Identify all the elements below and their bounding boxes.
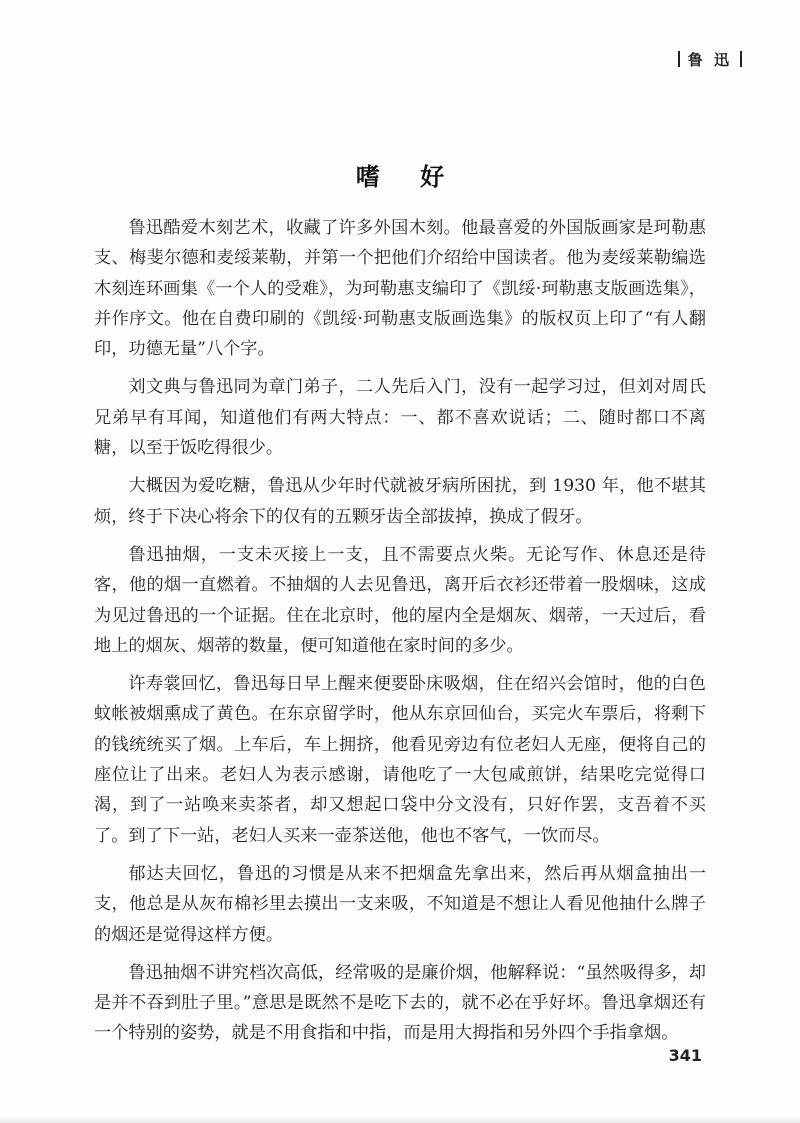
paragraph: 鲁迅抽烟不讲究档次高低，经常吸的是廉价烟，他解释说：“虽然吸得多，却是并不吞到肚子里。”意思是既然不是吃下去的，就不必在乎好坏。鲁迅拿烟还有一个特别的姿势，就是不用食指和中指，而是用大拇指和另外四个手指拿烟。 — [94, 962, 706, 1044]
chapter-title: 嗜 好 — [355, 163, 461, 191]
running-header — [670, 49, 750, 70]
header-divider-left — [678, 51, 680, 67]
page-number: 341 — [668, 1046, 702, 1065]
paragraph: 许寿裳回忆，鲁迅每日早上醒来便要卧床吸烟，住在绍兴会馆时，他的白色蚊帐被烟熏成了黄色。在东京留学时，他从东京回仙台，买完火车票后，将剩下的钱统统买了烟。上车后，车上拥挤，他看见旁边有位老妇人无座，便将自己的座位让了出来。老妇人为表示感谢，请他吃了一大包咸煎饼，结果吃完觉得口渴，到了一站唤来卖茶者，却又想起口袋中分文没有，只好作罢，支吾着不买了。到了下一站，老妇人买来一壶茶送他，他也不客气，一饮而尽。 — [94, 674, 706, 846]
article-body — [94, 213, 706, 1057]
paragraph: 郁达夫回忆，鲁迅的习惯是从来不把烟盒先拿出来，然后再从烟盒抽出一支，他总是从灰布棉衫里去摸出一支来吸，不知道是不想让人看见他抽什么牌子的烟还是觉得这样方便。 — [94, 863, 706, 945]
scan-edge — [0, 1115, 800, 1123]
paragraph: 鲁迅抽烟，一支未灭接上一支，且不需要点火柴。无论写作、休息还是待客，他的烟一直燃着。不抽烟的人去见鲁迅，离开后衣衫还带着一股烟味，这成为见过鲁迅的一个证据。住在北京时，他的屋内全是烟灰、烟蒂，一天过后，看地上的烟灰、烟蒂的数量，便可知道他在家时间的多少。 — [94, 544, 706, 656]
header-divider-right — [740, 51, 742, 67]
paragraph: 刘文典与鲁迅同为章门弟子，二人先后入门，没有一起学习过，但刘对周氏兄弟早有耳闻，知道他们有两大特点：一、都不喜欢说话；二、随时都口不离糖，以至于饭吃得很少。 — [94, 377, 706, 459]
paragraph: 鲁迅酷爱木刻艺术，收藏了许多外国木刻。他最喜爱的外国版画家是珂勒惠支、梅斐尔德和麦绥莱勒，并第一个把他们介绍给中国读者。他为麦绥莱勒编选木刻连环画集《一个人的受难》，为珂勒惠支编印了《凯绥·珂勒惠支版画选集》，并作序文。他在自费印刷的《凯绥·珂勒惠支版画选集》的版权页上印了“有人翻印，功德无量”八个字。 — [94, 218, 706, 360]
paragraph: 大概因为爱吃糖，鲁迅从少年时代就被牙病所困扰，到 1930 年，他不堪其烦，终于下决心将余下的仅有的五颗牙齿全部拔掉，换成了假牙。 — [94, 476, 706, 527]
running-header-title: 鲁 迅 — [687, 51, 732, 69]
